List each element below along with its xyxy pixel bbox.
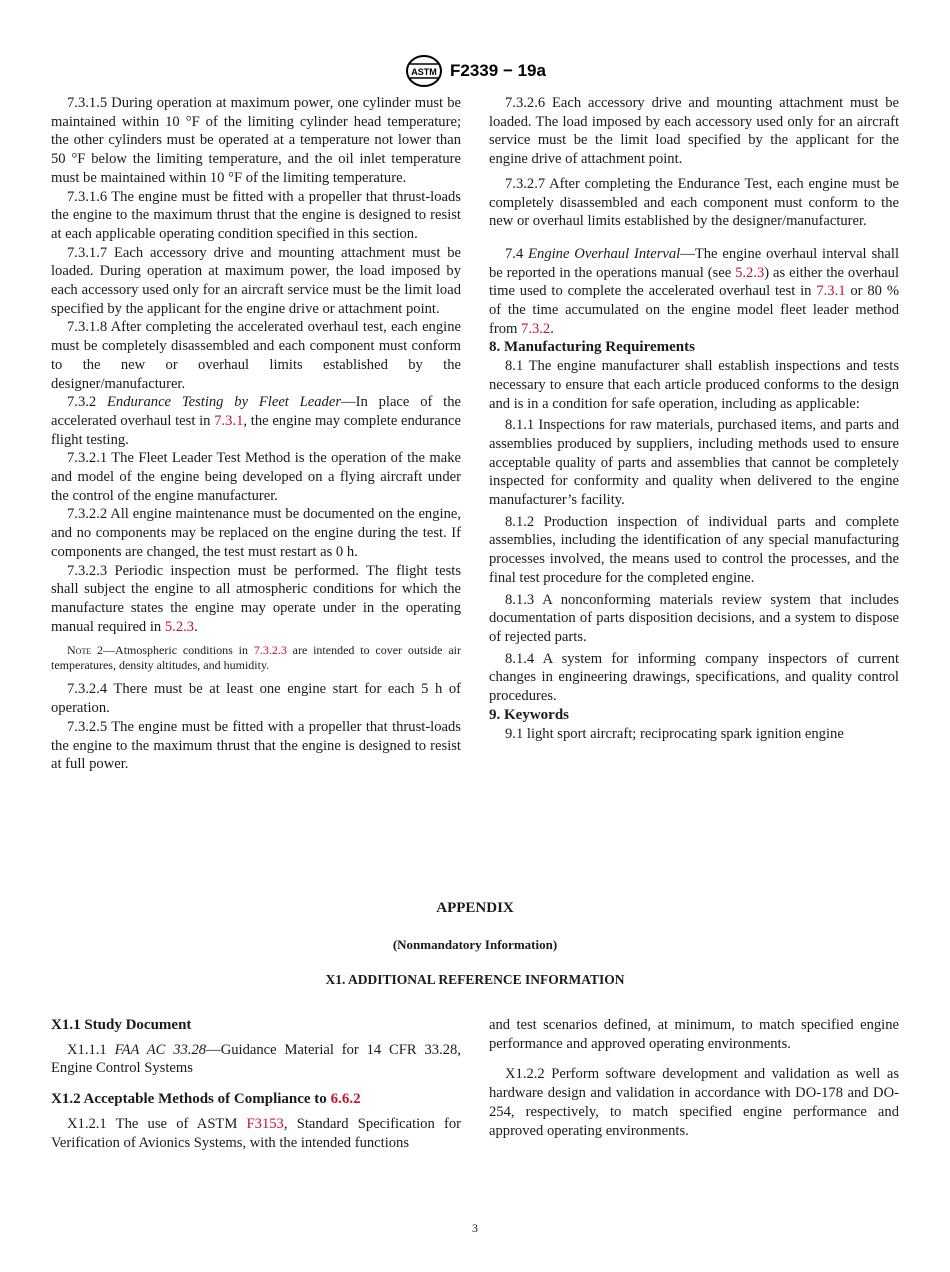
link-7-3-2-3[interactable]: 7.3.2.3 [253,643,287,658]
appendix-x1-title: X1. ADDITIONAL REFERENCE INFORMATION [325,972,625,987]
para-7-3-2-5: 7.3.2.5 The engine must be fitted with a propeller that thrust-loads the engine to the maximum thrust that the engine is designed to resist at full power. [51,718,461,773]
link-7-3-1-b[interactable]: 7.3.1 [816,283,846,300]
svg-text:ASTM: ASTM [411,67,437,77]
para-7-3-2-1: 7.3.2.1 The Fleet Leader Test Method is the operation of the make and model of the engine being developed on a flying aircraft under the control of the engine manufacturer. [51,450,461,504]
astm-logo-icon [404,54,444,88]
para-7-3-2: 7.3.2 Endurance Testing by Fleet Leader—In place of the accelerated overhaul test in 7.3.1, the engine may complete endurance flight testing. [51,394,461,448]
appendix-title: APPENDIX [436,900,514,916]
para-8-1: 8.1 The engine manufacturer shall establish inspections and tests necessary to ensure that each article produced conforms to the design and is in a condition for safe operation, including as applicable: [489,358,899,412]
para-8-1-3: 8.1.3 A nonconforming materials review system that includes documentation of parts disposition decisions, and a system to dispose of rejected parts. [489,591,899,645]
section-8-heading: 8. Manufacturing Requirements [489,339,695,356]
link-f3153[interactable]: F3153 [246,1115,284,1132]
para-7-3-1-8: 7.3.1.8 After completing the accelerated overhaul test, each engine must be completely disassembled and each component must conform to the new or overhaul limits established by the designer/manufacturer. [51,319,461,392]
para-7-3-2-3: 7.3.2.3 Periodic inspection must be performed. The flight tests shall subject the engine to all atmospheric conditions for which the manufacture states the engine may operate under in the operating manual required in 5.2.3. [51,562,461,635]
link-7-3-1[interactable]: 7.3.1 [214,412,244,429]
appendix-right-column [489,1016,899,1140]
para-7-3-1-6: 7.3.1.6 The engine must be fitted with a propeller that thrust-loads the engine to the maximum thrust that the engine is designed to resist at each applicable operating condition specified in this section. [51,188,461,242]
para-7-3-2-6: 7.3.2.6 Each accessory drive and mounting attachment must be loaded. The load imposed by each accessory used only for an aircraft service must be the limit load specified by the applicant for the engine drive of attachment point. [489,95,899,168]
link-6-6-2[interactable]: 6.6.2 [330,1091,361,1108]
link-7-3-2[interactable]: 7.3.2 [521,320,551,337]
para-7-3-2-7: 7.3.2.7 After completing the Endurance Test, each engine must be completely disassembled and each component must conform to the new or overhaul limits established by the designer/manufacturer. [489,175,899,230]
left-column [51,94,461,774]
para-8-1-1: 8.1.1 Inspections for raw materials, purchased items, and parts and assemblies produced by suppliers, including methods used to ensure acceptable quality of parts and assemblies that cannot be completely inspected for conformity and quality when delivered to the engine manufacturer’s facility. [489,417,899,509]
x1-2-heading: X1.2 Acceptable Methods of Compliance to 6.6.2 [51,1091,361,1108]
right-column [489,94,899,743]
link-5-2-3-b[interactable]: 5.2.3 [735,264,765,281]
para-x1-2-1: X1.2.1 The use of ASTM F3153, Standard Specification for Verification of Avionics Systems, with the intended functions [51,1115,461,1151]
appendix-subtitle: (Nonmandatory Information) [392,937,558,952]
para-9-1: 9.1 light sport aircraft; reciprocating spark ignition engine [505,725,844,742]
para-7-3-1-5: 7.3.1.5 During operation at maximum power, one cylinder must be maintained within 10 °F of the limiting cylinder head temperature; the other cylinders must be operated at a temperature not lower than 50 °F below the limiting temperature, and the oil inlet temperature must be maintained within 10 °F of the limiting temperature. [51,95,461,186]
page-number: 3 [472,1221,478,1235]
para-8-1-4: 8.1.4 A system for informing company inspectors of current changes in engineering drawings, specifications, and quality control procedures. [489,650,899,705]
standard-id: F2339 − 19a [450,61,546,80]
section-9-heading: 9. Keywords [489,706,569,723]
para-7-3-2-2: 7.3.2.2 All engine maintenance must be documented on the engine, and no components may be replaced on the engine during the test. If components are changed, the test must restart as 0 h. [51,506,461,560]
para-8-1-2: 8.1.2 Production inspection of individual parts and complete assemblies, including the identification of any special manufacturing processes involved, the means used to control the processes, and the final test procedure for the completed engine. [489,513,899,586]
para-x1-2-2: X1.2.2 Perform software development and validation as well as hardware design and validation in accordance with DO-178 and DO-254, respectively, to match specified engine performance and approved operating environments. [489,1066,899,1139]
para-7-3-1-7: 7.3.1.7 Each accessory drive and mounting attachment must be loaded. During operation at maximum power, the load imposed by each accessory used only for an aircraft service must be the limit load specified by the applicant for the engine drive or attachment point. [51,244,461,317]
link-5-2-3[interactable]: 5.2.3 [164,618,195,635]
para-x1-2-1-cont: and test scenarios defined, at minimum, to match specified engine performance and approved operating environments. [489,1017,899,1052]
para-7-4: 7.4 Engine Overhaul Interval—The engine overhaul interval shall be reported in the operations manual (see 5.2.3) as either the overhaul time used to complete the accelerated overhaul test in 7.3.1 or 80 % of the time accumulated on the engine model fleet leader method from 7.3.2. [489,245,900,337]
page-header [0,54,950,88]
para-7-3-2-4: 7.3.2.4 There must be at least one engine start for each 5 h of operation. [51,681,461,717]
appendix-left-column [51,1016,461,1152]
para-x1-1-1: X1.1.1 FAA AC 33.28—Guidance Material for 14 CFR 33.28, Engine Control Systems [51,1041,461,1077]
note-2: Note 2—Atmospheric conditions in 7.3.2.3 are intended to cover outside air temperatures, density altitudes, and humidity. [51,643,461,673]
x1-1-heading: X1.1 Study Document [51,1017,192,1033]
